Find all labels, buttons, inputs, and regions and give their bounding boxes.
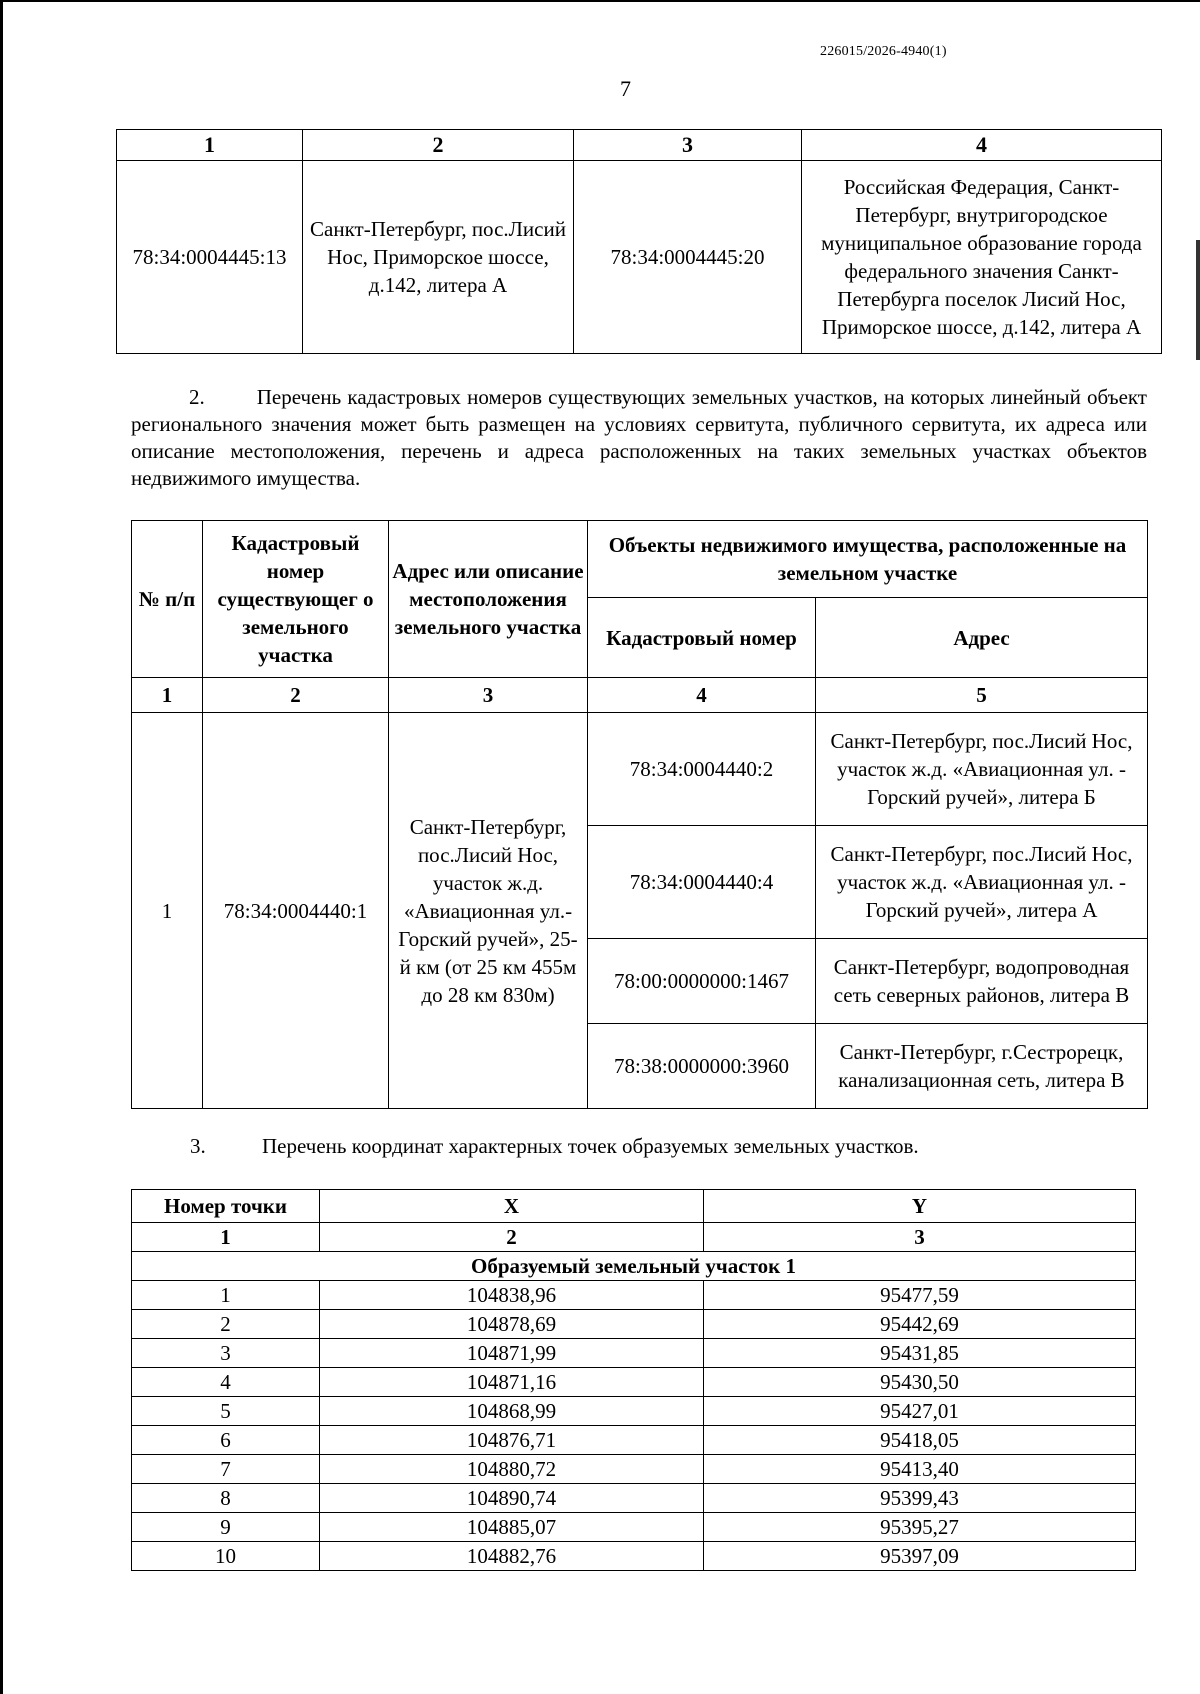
column-number-cell: 1 [132,1223,320,1252]
page-number: 7 [620,76,631,101]
y-coordinate-cell: 95477,59 [704,1281,1136,1310]
section-text: Перечень координат характерных точек образуемых земельных участков. [262,1134,919,1158]
x-coordinate-cell: 104838,96 [320,1281,704,1310]
table-cell: 78:38:0000000:3960 [588,1024,816,1109]
y-coordinate-cell: 95413,40 [704,1455,1136,1484]
table-cell: Санкт-Петербург, пос.Лисий Нос, участок ж.д. «Авиационная ул. - Горский ручей», литера А [816,826,1148,939]
y-coordinate-cell: 95430,50 [704,1368,1136,1397]
x-coordinate-cell: 104882,76 [320,1542,704,1571]
point-number-cell: 5 [132,1397,320,1426]
table-header-cell: Кадастровый номер [588,598,816,678]
point-number-cell: 9 [132,1513,320,1542]
coordinates-table [131,1189,1136,1571]
column-number-cell: 3 [389,678,588,713]
y-coordinate-cell: 95431,85 [704,1339,1136,1368]
section-number: 3. [190,1134,206,1158]
table-cell: 78:34:0004445:20 [574,161,802,354]
table-header-cell: № п/п [132,521,203,678]
x-coordinate-cell: 104880,72 [320,1455,704,1484]
y-coordinate-cell: 95399,43 [704,1484,1136,1513]
scan-edge [0,0,3,1694]
table-row [117,161,1162,354]
x-coordinate-cell: 104878,69 [320,1310,704,1339]
column-number-cell: 3 [704,1223,1136,1252]
column-number-cell: 2 [320,1223,704,1252]
table-header-cell: 4 [802,130,1162,161]
column-number-cell: 5 [816,678,1148,713]
column-number-cell: 4 [588,678,816,713]
x-coordinate-cell: 104876,71 [320,1426,704,1455]
table-header-cell: Номер точки [132,1190,320,1223]
table-header-cell: 1 [117,130,303,161]
table-cell: Санкт-Петербург, г.Сестрорецк, канализационная сеть, литера В [816,1024,1148,1109]
servitude-table [131,520,1148,1109]
table-row [132,1426,1136,1455]
y-coordinate-cell: 95395,27 [704,1513,1136,1542]
table-cell: 78:34:0004440:2 [588,713,816,826]
section-3-paragraph [190,1134,919,1159]
table-header-cell: X [320,1190,704,1223]
table-cell: Российская Федерация, Санкт-Петербург, внутригородское муниципальное образование города федерального значения Санкт-Петербурга поселок Лисий Нос, Приморское шоссе, д.142, литера А [802,161,1162,354]
table-row [132,1542,1136,1571]
table-row [132,1310,1136,1339]
table-row [132,1281,1136,1310]
table-cell: Санкт-Петербург, водопроводная сеть северных районов, литера В [816,939,1148,1024]
point-number-cell: 2 [132,1310,320,1339]
table-row [132,1455,1136,1484]
cadastral-table-1 [116,129,1162,354]
section-2-paragraph [131,384,1147,492]
column-number-cell: 2 [203,678,389,713]
table-header-cell: Адрес или описание местоположения земельного участка [389,521,588,678]
table-cell: Санкт-Петербург, пос.Лисий Нос, Приморское шоссе, д.142, литера А [303,161,574,354]
x-coordinate-cell: 104885,07 [320,1513,704,1542]
y-coordinate-cell: 95427,01 [704,1397,1136,1426]
coordinates-table-body [132,1281,1136,1571]
y-coordinate-cell: 95418,05 [704,1426,1136,1455]
point-number-cell: 8 [132,1484,320,1513]
table-cell: 78:34:0004440:1 [203,713,389,1109]
table-cell: 78:00:0000000:1467 [588,939,816,1024]
table-row [132,1484,1136,1513]
section-text: Перечень кадастровых номеров существующих земельных участков, на которых линейный объект регионального значения может быть размещен на условиях сервитута, публичного сервитута, их адреса или описание местоположения, перечень и адреса расположенных на таких земельных участках объектов недвижимого имущества. [131,385,1147,490]
x-coordinate-cell: 104868,99 [320,1397,704,1426]
x-coordinate-cell: 104871,16 [320,1368,704,1397]
table-cell: 78:34:0004440:4 [588,826,816,939]
column-number-cell: 1 [132,678,203,713]
x-coordinate-cell: 104890,74 [320,1484,704,1513]
document-id: 226015/2026-4940(1) [820,44,947,59]
table-header-cell: 3 [574,130,802,161]
point-number-cell: 10 [132,1542,320,1571]
table-row [132,1339,1136,1368]
table-row [132,1513,1136,1542]
table-cell: 1 [132,713,203,1109]
table-row [132,1397,1136,1426]
table-row [132,713,1148,826]
table-header-cell: Y [704,1190,1136,1223]
point-number-cell: 4 [132,1368,320,1397]
table-header-cell: Кадастровый номер существующег о земельного участка [203,521,389,678]
table-cell: Санкт-Петербург, пос.Лисий Нос, участок ж.д. «Авиационная ул. - Горский ручей», литера Б [816,713,1148,826]
section-number: 2. [189,385,205,409]
table-header-cell: Адрес [816,598,1148,678]
x-coordinate-cell: 104871,99 [320,1339,704,1368]
y-coordinate-cell: 95442,69 [704,1310,1136,1339]
scan-edge [0,0,1200,2]
table-row [132,1368,1136,1397]
table-cell: 78:34:0004445:13 [117,161,303,354]
point-number-cell: 1 [132,1281,320,1310]
point-number-cell: 7 [132,1455,320,1484]
table-header-cell: 2 [303,130,574,161]
table-header-cell: Объекты недвижимого имущества, расположенные на земельном участке [588,521,1148,598]
point-number-cell: 6 [132,1426,320,1455]
y-coordinate-cell: 95397,09 [704,1542,1136,1571]
table-cell: Санкт-Петербург, пос.Лисий Нос, участок ж.д. «Авиационная ул.- Горский ручей», 25-й км (от 25 км 455м до 28 км 830м) [389,713,588,1109]
scan-edge [1196,240,1200,360]
point-number-cell: 3 [132,1339,320,1368]
group-title-cell: Образуемый земельный участок 1 [132,1252,1136,1281]
